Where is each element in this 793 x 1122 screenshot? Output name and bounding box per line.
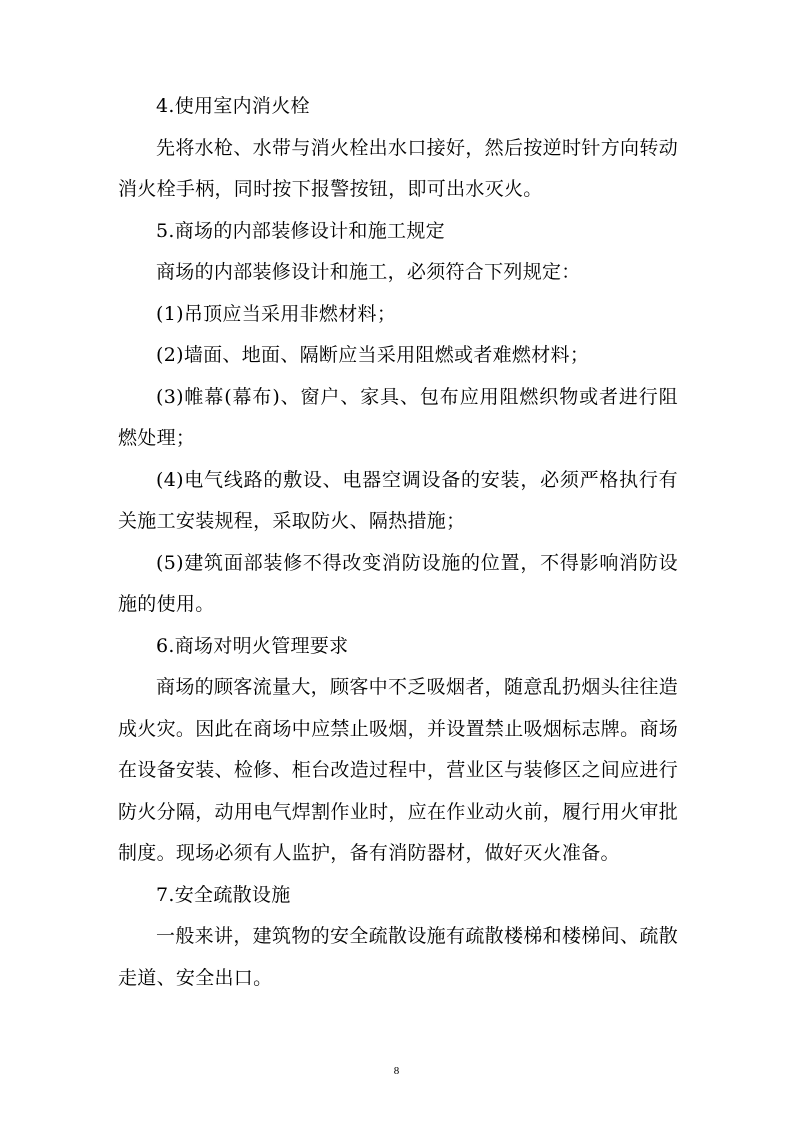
section-heading-4: 4.使用室内消火栓: [156, 95, 310, 117]
page-content: [118, 86, 678, 999]
paragraph: 先将水枪、水带与消火栓出水口接好，然后按逆时针方向转动消火栓手柄，同时按下报警按钮，即可出水灭火。: [118, 136, 678, 200]
list-item: (4)电气线路的敷设、电器空调设备的安装，必须严格执行有关施工安装规程，采取防火、隔热措施；: [118, 468, 678, 532]
section-heading-5: 5.商场的内部装修设计和施工规定: [156, 219, 445, 242]
section-heading-6: 6.商场对明火管理要求: [156, 634, 349, 657]
paragraph: 商场的内部装修设计和施工，必须符合下列规定：: [156, 261, 581, 283]
list-item: (1)吊顶应当采用非燃材料；: [156, 302, 397, 325]
section-heading-7: 7.安全疏散设施: [156, 883, 291, 906]
paragraph: 商场的顾客流量大，顾客中不乏吸烟者，随意乱扔烟头往往造成火灾。因此在商场中应禁止吸烟，并设置禁止吸烟标志牌。商场在设备安装、检修、柜台改造过程中，营业区与装修区之间应进行防火分隔，动用电气焊割作业时，应在作业动火前，履行用火审批制度。现场必须有人监护，备有消防器材，做好灭火准备。: [118, 676, 678, 864]
list-item: (5)建筑面部装修不得改变消防设施的位置，不得影响消防设施的使用。: [118, 551, 678, 615]
list-item: (3)帷幕(幕布)、窗户、家具、包布应用阻燃织物或者进行阻燃处理；: [118, 385, 678, 449]
paragraph: 一般来讲，建筑物的安全疏散设施有疏散楼梯和楼梯间、疏散走道、安全出口。: [118, 925, 678, 989]
list-item: (2)墙面、地面、隔断应当采用阻燃或者难燃材料；: [156, 344, 590, 366]
page-number: 8: [393, 1065, 400, 1077]
